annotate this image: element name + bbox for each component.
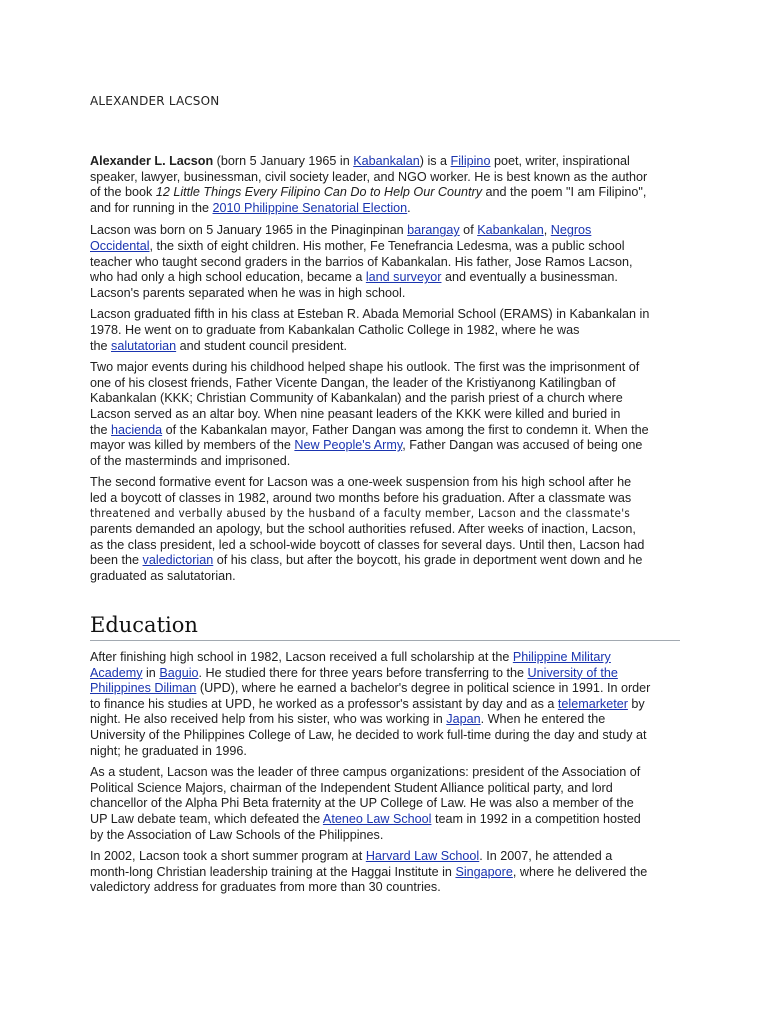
paragraph-schooling bbox=[90, 307, 680, 354]
text-line: 1978. He went on to graduate from Kabankalan Catholic College in 1982, where he was bbox=[90, 322, 580, 337]
link-ateneo-law-school[interactable]: Ateneo Law School bbox=[322, 811, 432, 826]
text-run: , bbox=[543, 223, 551, 238]
text-line: University of the Philippines College of Law, he decided to work full-time during the day and study at bbox=[90, 727, 647, 742]
paragraph-early-life bbox=[90, 223, 680, 301]
text-run: and the poem "I am Filipino", bbox=[482, 185, 647, 200]
text-run: , the sixth of eight children. His mother, Fe Tenefrancia Ledesma, was a public school bbox=[149, 238, 625, 253]
text-line: by the Association of Law Schools of the Philippines. bbox=[90, 827, 384, 842]
text-run: month-long Christian leadership training at the Haggai Institute in bbox=[90, 864, 456, 879]
text-line: one of his closest friends, Father Vicente Dangan, the leader of the Kristiyanong Katilingban of bbox=[90, 375, 616, 390]
link-negros-occidental[interactable]: Negros bbox=[550, 223, 592, 238]
link-japan[interactable]: Japan bbox=[446, 712, 481, 727]
text-run: ) is a bbox=[419, 154, 451, 168]
text-run: of the book bbox=[90, 185, 156, 200]
text-run: night. He also received help from his sister, who was working in bbox=[90, 712, 447, 727]
text-run: who had only a high school education, became a bbox=[90, 270, 366, 285]
intro-section bbox=[90, 154, 680, 590]
text-run: and student council president. bbox=[176, 338, 347, 353]
link-salutatorian[interactable]: salutatorian bbox=[111, 338, 177, 353]
text-run: and for running in the bbox=[90, 200, 213, 215]
text-line: graduated as salutatorian. bbox=[90, 568, 236, 583]
link-senatorial-election[interactable]: 2010 Philippine Senatorial Election bbox=[212, 200, 408, 215]
text-run: . In 2007, he attended a bbox=[479, 849, 613, 864]
book-title: 12 Little Things Every Filipino Can Do to Help Our Country bbox=[155, 185, 483, 200]
link-baguio[interactable]: Baguio bbox=[159, 665, 199, 680]
text-line: threatened and verbally abused by the husband of a faculty member, Lacson and the classmate's bbox=[90, 506, 631, 521]
link-up-diliman[interactable]: Philippines Diliman bbox=[90, 681, 197, 696]
text-line: parents demanded an apology, but the school authorities refused. After weeks of inaction, Lacson, bbox=[90, 522, 636, 537]
text-run: . He studied there for three years before transferring to the bbox=[198, 665, 528, 680]
text-run: of the Kabankalan mayor, Father Dangan was among the first to condemn it. When the bbox=[162, 422, 649, 437]
link-singapore[interactable]: Singapore bbox=[455, 864, 513, 879]
text-run: , where he delivered the bbox=[512, 864, 648, 879]
text-line: Lacson served as an altar boy. When nine peasant leaders of the KKK were killed and buried in bbox=[90, 406, 621, 421]
text-line: night; he graduated in 1996. bbox=[90, 743, 247, 758]
text-run: of bbox=[459, 223, 478, 238]
subject-name: Alexander L. Lacson bbox=[90, 154, 214, 168]
text-line: of the masterminds and imprisoned. bbox=[90, 453, 291, 468]
text-run: Lacson was born on 5 January 1965 in the Pinaginpinan bbox=[90, 223, 408, 238]
text-line: Two major events during his childhood helped shape his outlook. The first was the imprisonment of bbox=[90, 360, 640, 375]
link-valedictorian[interactable]: valedictorian bbox=[142, 553, 214, 568]
paragraph-childhood-events bbox=[90, 360, 680, 469]
link-land-surveyor[interactable]: land surveyor bbox=[365, 270, 442, 285]
link-philippine-military-academy[interactable]: Academy bbox=[90, 665, 143, 680]
link-telemarketer[interactable]: telemarketer bbox=[557, 696, 628, 711]
text-run: After finishing high school in 1982, Lacson received a full scholarship at the bbox=[90, 650, 513, 664]
text-run: and eventually a businessman. bbox=[441, 270, 618, 285]
text-line: As a student, Lacson was the leader of three campus organizations: president of the Association of bbox=[90, 765, 641, 780]
text-run: . bbox=[407, 200, 411, 215]
link-new-peoples-army[interactable]: New People's Army bbox=[294, 438, 403, 453]
paragraph-scholarship bbox=[90, 650, 680, 759]
text-line: Lacson's parents separated when he was in high school. bbox=[90, 285, 406, 300]
text-line: speaker, lawyer, businessman, civil society leader, and NGO worker. He is best known as the author bbox=[90, 169, 648, 184]
text-line: Lacson graduated fifth in his class at Esteban R. Abada Memorial School (ERAMS) in Kabankalan in bbox=[90, 307, 650, 322]
paragraph-boycott bbox=[90, 475, 680, 584]
text-line: teacher who taught second graders in the barrios of Kabankalan. His father, Jose Ramos Lacson, bbox=[90, 254, 633, 269]
link-barangay[interactable]: barangay bbox=[407, 223, 460, 238]
text-line: led a boycott of classes in 1982, around two months before his graduation. After a classmate was bbox=[90, 490, 632, 505]
text-run: poet, writer, inspirational bbox=[490, 154, 630, 168]
text-line: Political Science Majors, chairman of the Independent Student Alliance political party, and lord bbox=[90, 780, 613, 795]
text-run: . When he entered the bbox=[480, 712, 606, 727]
link-harvard-law-school[interactable]: Harvard Law School bbox=[365, 849, 480, 864]
link-kabankalan[interactable]: Kabankalan bbox=[353, 154, 420, 168]
link-kabankalan[interactable]: Kabankalan bbox=[477, 223, 544, 238]
text-run: UP Law debate team, which defeated the bbox=[90, 811, 323, 826]
paragraph-campus-organizations bbox=[90, 765, 680, 843]
document-title: ALEXANDER LACSON bbox=[90, 94, 220, 108]
paragraph-further-training bbox=[90, 849, 680, 896]
text-run: the bbox=[90, 338, 112, 353]
text-run: (born 5 January 1965 in bbox=[213, 154, 354, 168]
education-section bbox=[90, 650, 680, 902]
link-negros-occidental[interactable]: Occidental bbox=[90, 238, 150, 253]
text-line: The second formative event for Lacson was a one-week suspension from his high school after he bbox=[90, 475, 632, 490]
text-line: chancellor of the Alpha Phi Beta fraternity at the UP College of Law. He was also a member of the bbox=[90, 796, 634, 811]
text-run: in bbox=[142, 665, 160, 680]
text-line: valedictory address for graduates from more than 30 countries. bbox=[90, 880, 441, 895]
link-philippine-military-academy[interactable]: Philippine Military bbox=[512, 650, 611, 664]
link-filipino[interactable]: Filipino bbox=[450, 154, 491, 168]
text-run: been the bbox=[90, 553, 143, 568]
text-run: to finance his studies at UPD, he worked as a professor's assistant by day and as a bbox=[90, 696, 558, 711]
paragraph-intro bbox=[90, 154, 680, 216]
text-run: team in 1992 in a competition hosted bbox=[431, 811, 641, 826]
text-run: (UPD), where he earned a bachelor's degree in political science in 1991. In order bbox=[196, 681, 651, 696]
text-line: as the class president, led a school-wide boycott of classes for several days. Until then, Lacson had bbox=[90, 537, 645, 552]
text-run: In 2002, Lacson took a short summer program at bbox=[90, 849, 366, 864]
link-hacienda[interactable]: hacienda bbox=[111, 422, 163, 437]
text-run: by bbox=[627, 696, 645, 711]
text-run: , Father Dangan was accused of being one bbox=[402, 438, 643, 453]
text-run: mayor was killed by members of the bbox=[90, 438, 295, 453]
link-up-diliman[interactable]: University of the bbox=[527, 665, 618, 680]
text-run: of his class, but after the boycott, his grade in deportment went down and he bbox=[213, 553, 643, 568]
text-line: Kabankalan (KKK; Christian Community of Kabankalan) and the parish priest of a church where bbox=[90, 391, 623, 406]
section-heading-education: Education bbox=[90, 613, 680, 641]
text-run: the bbox=[90, 422, 112, 437]
